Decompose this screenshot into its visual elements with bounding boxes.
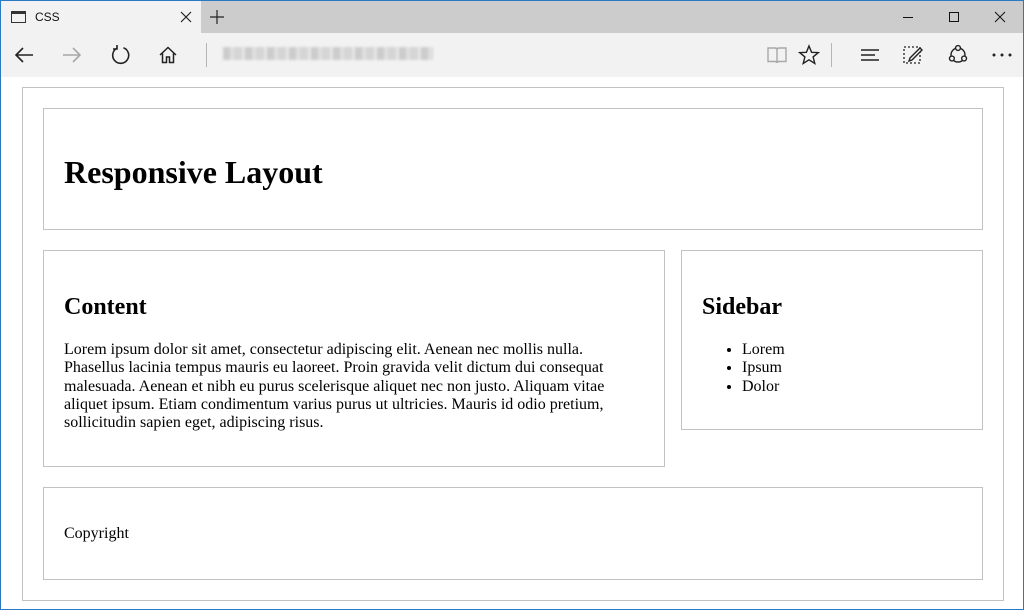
address-separator [206, 43, 207, 67]
minimize-icon [902, 11, 914, 23]
book-icon [766, 44, 788, 66]
back-arrow-icon [13, 44, 35, 66]
hub-button[interactable] [858, 43, 882, 67]
page-viewport [1, 77, 1023, 609]
footer-copyright: Copyright [64, 525, 129, 542]
web-note-button[interactable] [901, 43, 925, 67]
pen-note-icon [902, 44, 924, 66]
refresh-button[interactable] [108, 43, 132, 67]
home-icon [157, 44, 179, 66]
tab-title: CSS [35, 10, 60, 24]
tab-page-icon [11, 11, 26, 23]
more-icon [991, 44, 1013, 66]
favorite-button[interactable] [797, 43, 821, 67]
sidebar-list [742, 341, 785, 396]
forward-arrow-icon [61, 44, 83, 66]
maximize-icon [948, 11, 960, 23]
close-window-button[interactable] [977, 1, 1023, 33]
footer-section [43, 487, 983, 580]
close-icon [994, 11, 1006, 23]
minimize-button[interactable] [885, 1, 931, 33]
header-section [43, 108, 983, 230]
maximize-button[interactable] [931, 1, 977, 33]
address-bar[interactable] [223, 47, 433, 60]
star-icon [798, 44, 820, 66]
list-item: • Ipsum [742, 359, 785, 377]
sidebar-section [681, 250, 983, 430]
back-button[interactable] [12, 43, 36, 67]
reading-view-button[interactable] [765, 43, 789, 67]
content-paragraph: Lorem ipsum dolor sit amet, consectetur adipiscing elit. Aenean nec mollis nulla. Phasellus lacinia tempus mauris eu laoreet. Proin gravida velit dictum dui consequat malesuada. Aenean et nibh eu purus scelerisque aliquet nec non justo. Aliquam vitae aliquet ipsum. Etiam condimentum varius purus ut ultricies. Mauris id odio pretium, sollicitudin sapien eget, adipiscing risus. [64, 341, 605, 432]
hub-icon [859, 44, 881, 66]
close-icon[interactable] [178, 9, 194, 25]
more-button[interactable] [990, 43, 1014, 67]
share-button[interactable] [946, 43, 970, 67]
tab-css[interactable] [1, 1, 201, 33]
list-item: • Dolor [742, 378, 785, 396]
refresh-icon [109, 44, 131, 66]
tab-strip [1, 1, 1023, 33]
sidebar-heading: Sidebar [702, 294, 783, 320]
layout-container [22, 87, 1004, 601]
content-section [43, 250, 665, 467]
list-item: • Lorem [742, 341, 785, 359]
forward-button[interactable] [60, 43, 84, 67]
content-heading: Content [64, 294, 147, 320]
page-title: Responsive Layout [64, 154, 323, 190]
home-button[interactable] [156, 43, 180, 67]
share-icon [947, 44, 969, 66]
plus-icon[interactable] [209, 9, 225, 25]
browser-toolbar [1, 33, 1023, 77]
toolbar-separator [831, 43, 832, 67]
